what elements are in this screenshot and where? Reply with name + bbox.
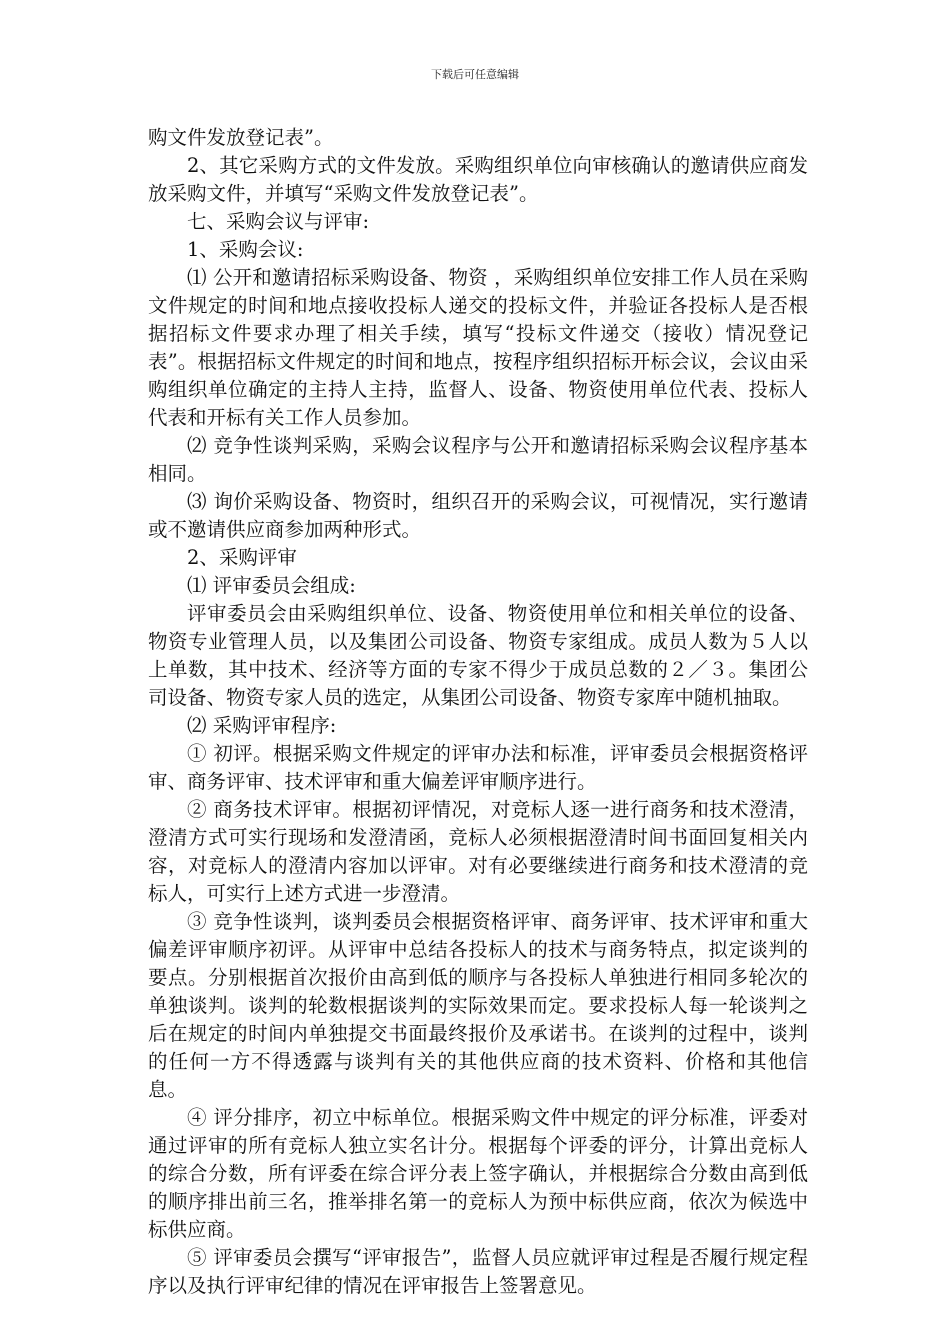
paragraph: 评审委员会由采购组织单位、设备、物资使用单位和相关单位的设备、物资专业管理人员，以及集团公司设备、物资专家组成。成员人数为５人以上单数，其中技术、经济等方面的专家不得少于成员总数的２／３。集团公司设备、物资专家人员的选定，从集团公司设备、物资专家库中随机抽取。 (148, 602, 808, 709)
paragraph: ⑤ 评审委员会撰写“评审报告”，监督人员应就评审过程是否履行规定程序以及执行评审纪律的情况在评审报告上签署意见。 (148, 1246, 808, 1297)
page-header: 下载后可任意编辑 (431, 68, 519, 81)
section-heading: 七、采购会议与评审: (187, 210, 370, 233)
item-heading: ⑴ 评审委员会组成: (187, 574, 356, 597)
paragraph: ③ 竞争性谈判，谈判委员会根据资格评审、商务评审、技术评审和重大偏差评审顺序初评。从评审中总结各投标人的技术与商务特点，拟定谈判的要点。分别根据首次报价由高到低的顺序与各投标人单独进行相同多轮次的单独谈判。谈判的轮数根据谈判的实际效果而定。要求投标人每一轮谈判之后在规定的时间内单独提交书面最终报价及承诺书。在谈判的过程中，谈判的任何一方不得透露与谈判有关的其他供应商的技术资料、价格和其他信息。 (148, 910, 808, 1101)
paragraph: 购文件发放登记表”。 (148, 126, 334, 149)
paragraph: ② 商务技术评审。根据初评情况，对竞标人逐一进行商务和技术澄清，澄清方式可实行现场和发澄清函，竞标人必须根据澄清时间书面回复相关内容，对竞标人的澄清内容加以评审。对有必要继续进行商务和技术澄清的竞标人，可实行上述方式进一步澄清。 (148, 798, 808, 905)
document-body (148, 124, 808, 1300)
paragraph: ⑵ 竞争性谈判采购，采购会议程序与公开和邀请招标采购会议程序基本相同。 (148, 434, 808, 485)
paragraph: 2、其它采购方式的文件发放。采购组织单位向审核确认的邀请供应商发放采购文件，并填写“采购文件发放登记表”。 (148, 154, 808, 205)
paragraph: ⑶ 询价采购设备、物资时，组织召开的采购会议，可视情况，实行邀请或不邀请供应商参加两种形式。 (148, 490, 808, 541)
item-heading: ⑵ 采购评审程序: (187, 714, 337, 737)
subsection-heading: 1、采购会议: (187, 238, 304, 261)
paragraph: ⑴ 公开和邀请招标采购设备、物资 ，采购组织单位安排工作人员在采购文件规定的时间和地点接收投标人递交的投标文件，并验证各投标人是否根据招标文件要求办理了相关手续，填写“投标文件递交（接收）情况登记表”。根据招标文件规定的时间和地点，按程序组织招标开标会议，会议由采购组织单位确定的主持人主持，监督人、设备、物资使用单位代表、投标人代表和开标有关工作人员参加。 (148, 266, 808, 429)
paragraph: ④ 评分排序，初立中标单位。根据采购文件中规定的评分标准，评委对通过评审的所有竞标人独立实名计分。根据每个评委的评分，计算出竞标人的综合分数，所有评委在综合评分表上签字确认，并根据综合分数由高到低的顺序排出前三名，推举排名第一的竞标人为预中标供应商，依次为候选中标供应商。 (148, 1106, 808, 1241)
subsection-heading: 2、采购评审 (187, 546, 297, 569)
paragraph: ① 初评。根据采购文件规定的评审办法和标准，评审委员会根据资格评审、商务评审、技术评审和重大偏差评审顺序进行。 (148, 742, 808, 793)
